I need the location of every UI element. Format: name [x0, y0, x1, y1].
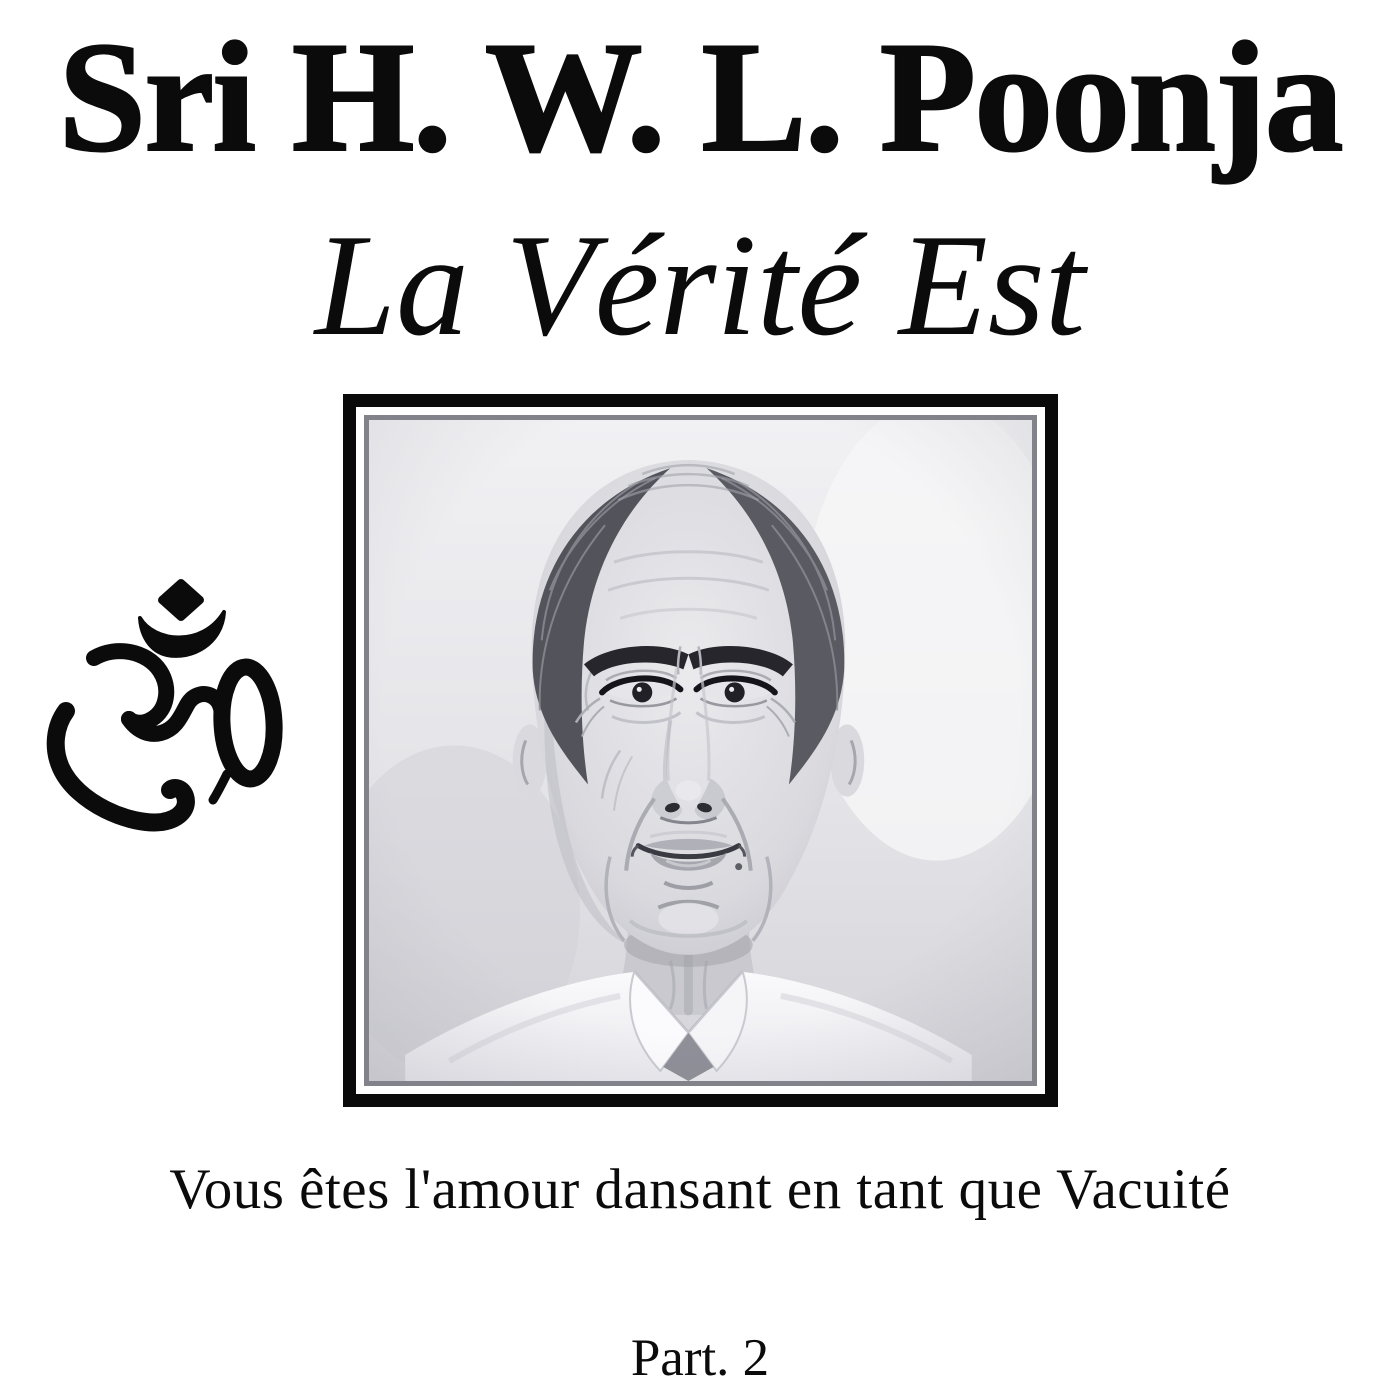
portrait-photo — [364, 415, 1037, 1086]
cover-title: Sri H. W. L. Poonja — [58, 10, 1342, 185]
portrait-frame — [343, 394, 1058, 1107]
part-label: Part. 2 — [630, 1329, 770, 1387]
om-icon — [40, 568, 300, 838]
cover-subtitle: La Vérité Est — [314, 204, 1086, 366]
cover-tagline: Vous êtes l'amour dansant en tant que Vacuité — [169, 1158, 1231, 1221]
